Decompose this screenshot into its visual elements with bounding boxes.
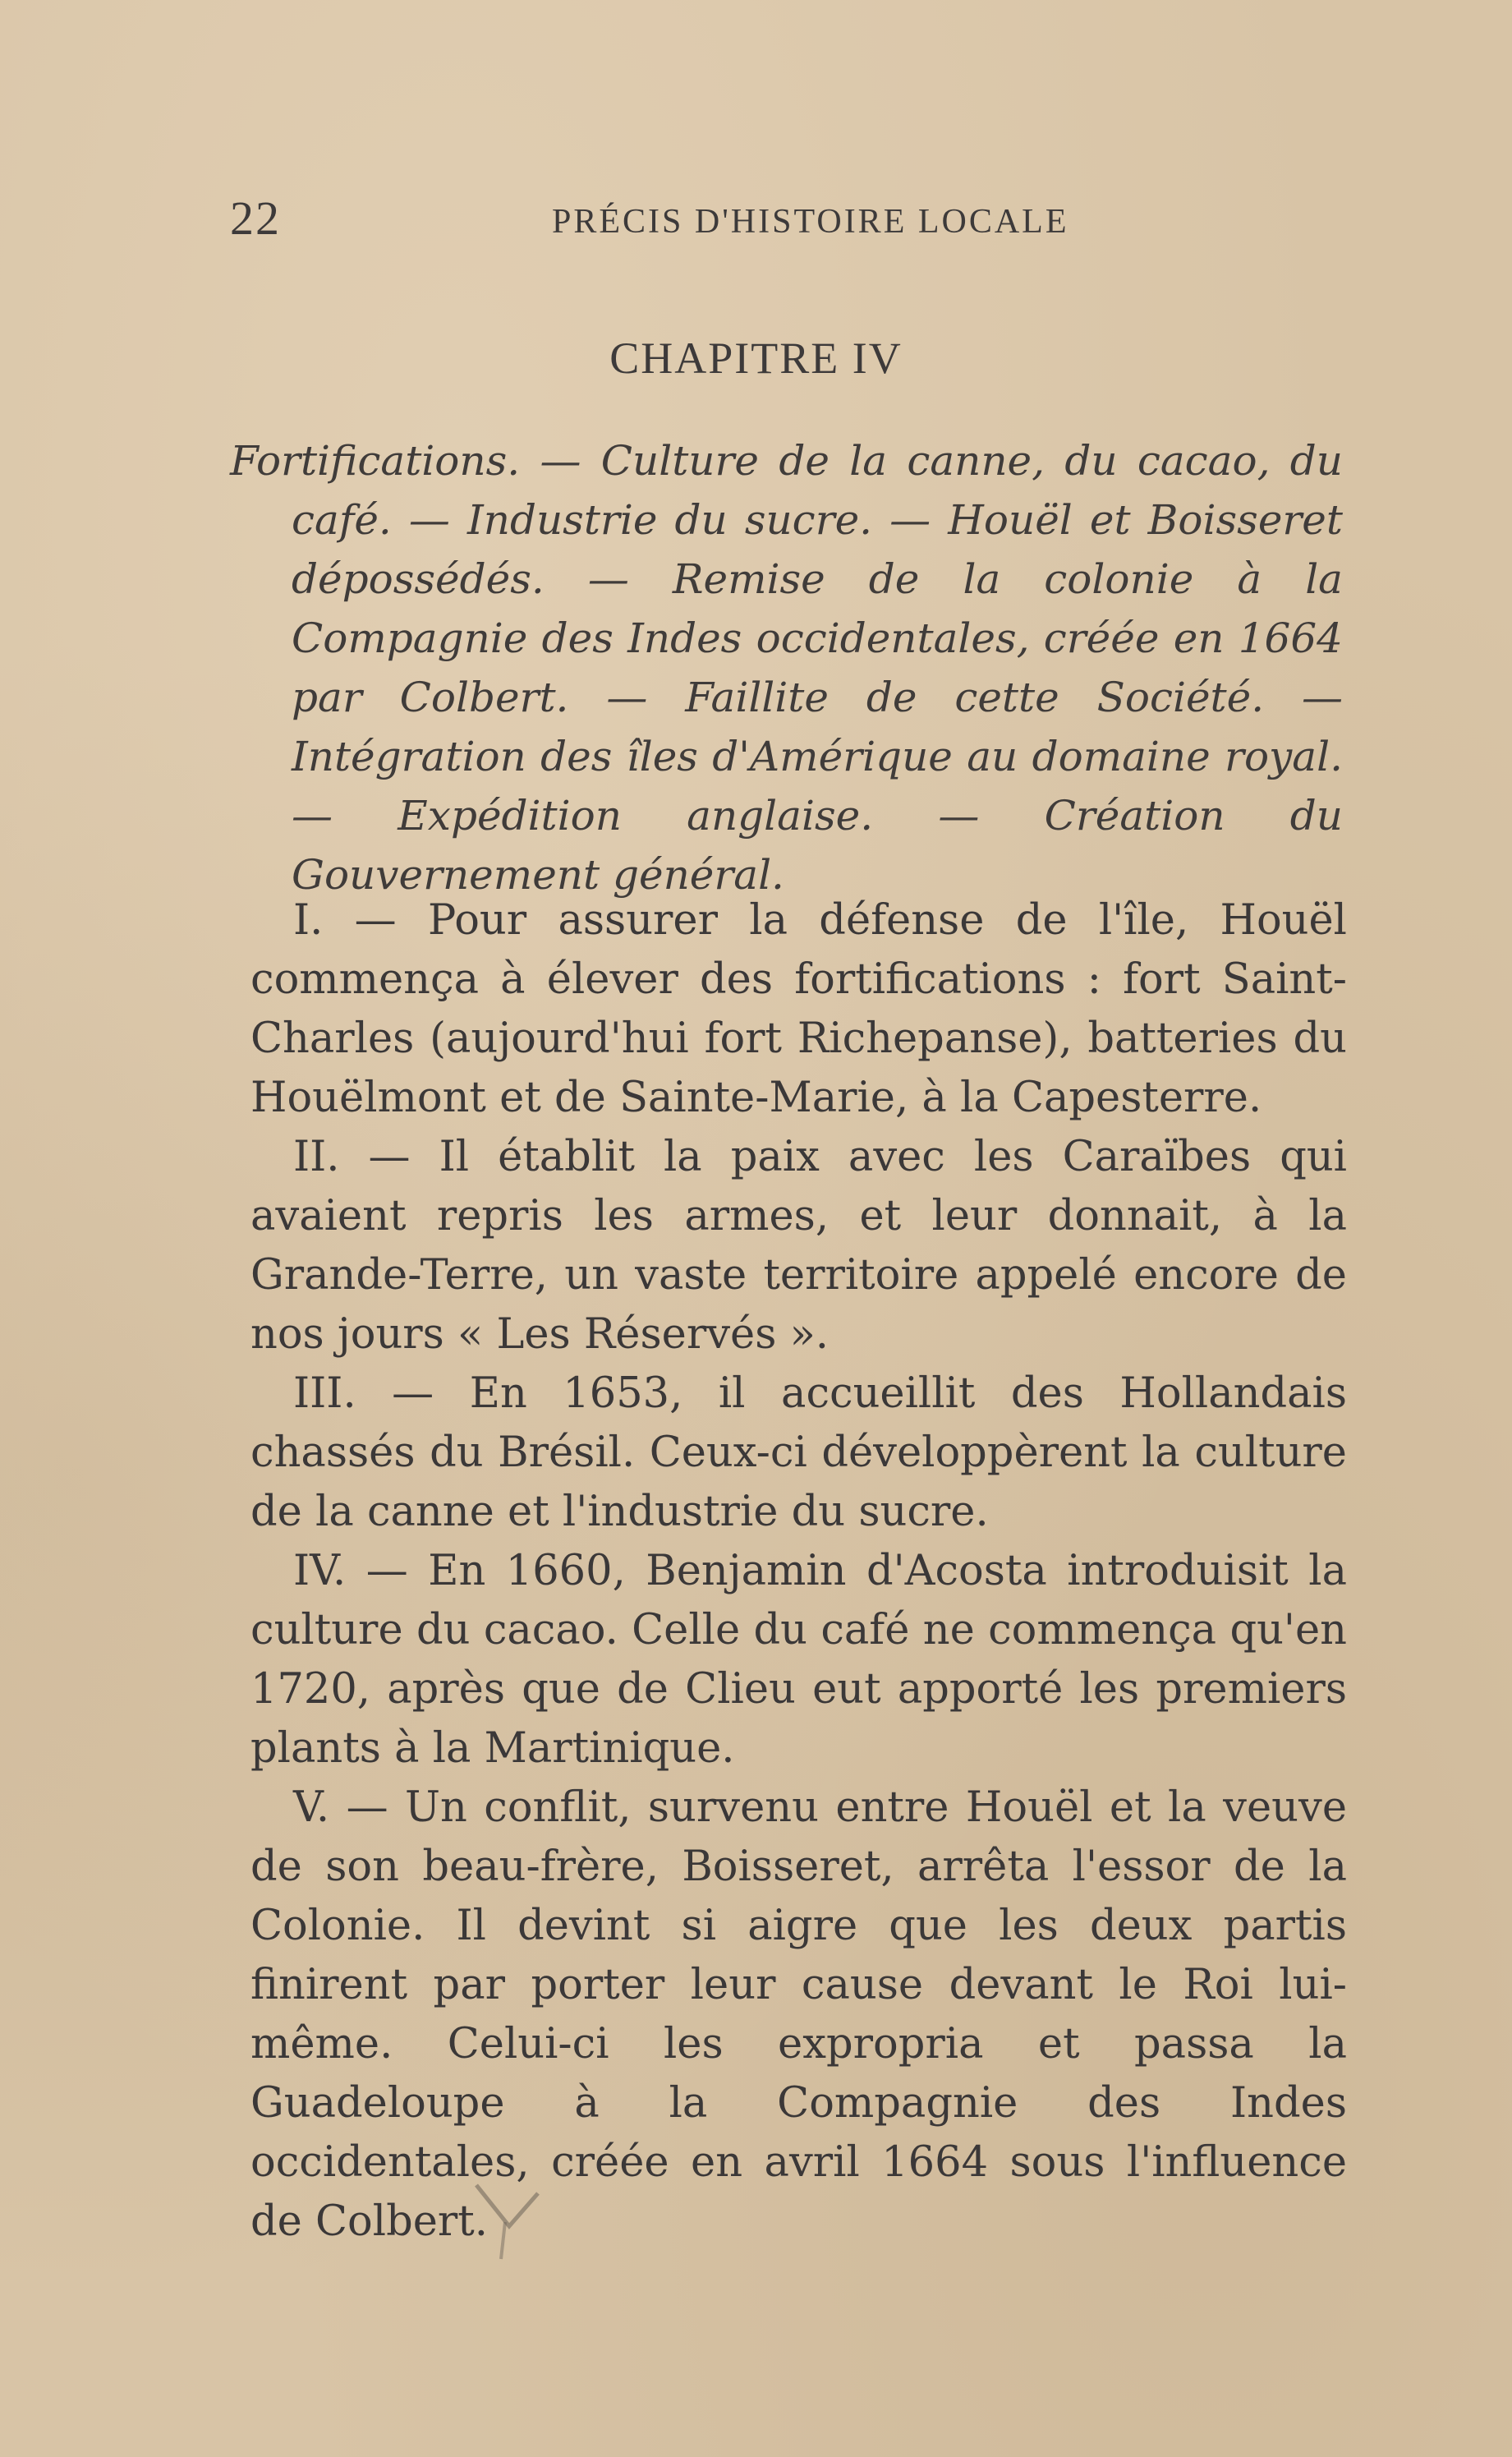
paragraph-1: I. — Pour assurer la défense de l'île, Houël commença à élever des fortifications : fort Saint-Charles (aujourd'hui fort Richepanse), batteries du Houëlmont et de Sainte-Marie, à la Capesterre.: [250, 896, 1347, 1122]
paragraph-4: IV. — En 1660, Benjamin d'Acosta introduisit la culture du cacao. Celle du café ne commença qu'en 1720, après que de Clieu eut apporté les premiers plants à la Martinique.: [250, 1547, 1347, 1773]
page-number: 22: [230, 191, 281, 245]
paragraph-3: III. — En 1653, il accueillit des Hollandais chassés du Brésil. Ceux-ci développèrent la culture de la canne et l'industrie du sucre.: [250, 1369, 1347, 1536]
running-header: [0, 191, 1512, 256]
chapter-summary-text: Fortifications. — Culture de la canne, du cacao, du café. — Industrie du sucre. — Houël et Boisseret dépossédés. — Remise de la colonie à la Compagnie des Indes occidentales, créée en 1664 par Colbert. — Faillite de cette Société. — Intégration des îles d'Amérique au domaine royal. — Expédition anglaise. — Création du Gouvernement général.: [230, 437, 1343, 899]
paragraph-2: II. — Il établit la paix avec les Caraïbes qui avaient repris les armes, et leur donnait, à la Grande-Terre, un vaste territoire appelé encore de nos jours « Les Réservés ».: [250, 1133, 1347, 1359]
chapter-title: CHAPITRE IV: [609, 334, 903, 383]
ink-mark: [460, 2169, 558, 2267]
paragraph-5: V. — Un conflit, survenu entre Houël et la veuve de son beau-frère, Boisseret, arrêta l'essor de la Colonie. Il devint si aigre que les deux partis finirent par porter leur cause devant le Roi lui-même. Celui-ci les expropria et passa la Guadeloupe à la Compagnie des Indes occidentales, créée en avril 1664 sous l'influence de Colbert.: [250, 1783, 1347, 2246]
body-text: [250, 891, 1347, 2252]
running-title: PRÉCIS D'HISTOIRE LOCALE: [552, 203, 1069, 241]
chapter-summary: [230, 431, 1343, 904]
